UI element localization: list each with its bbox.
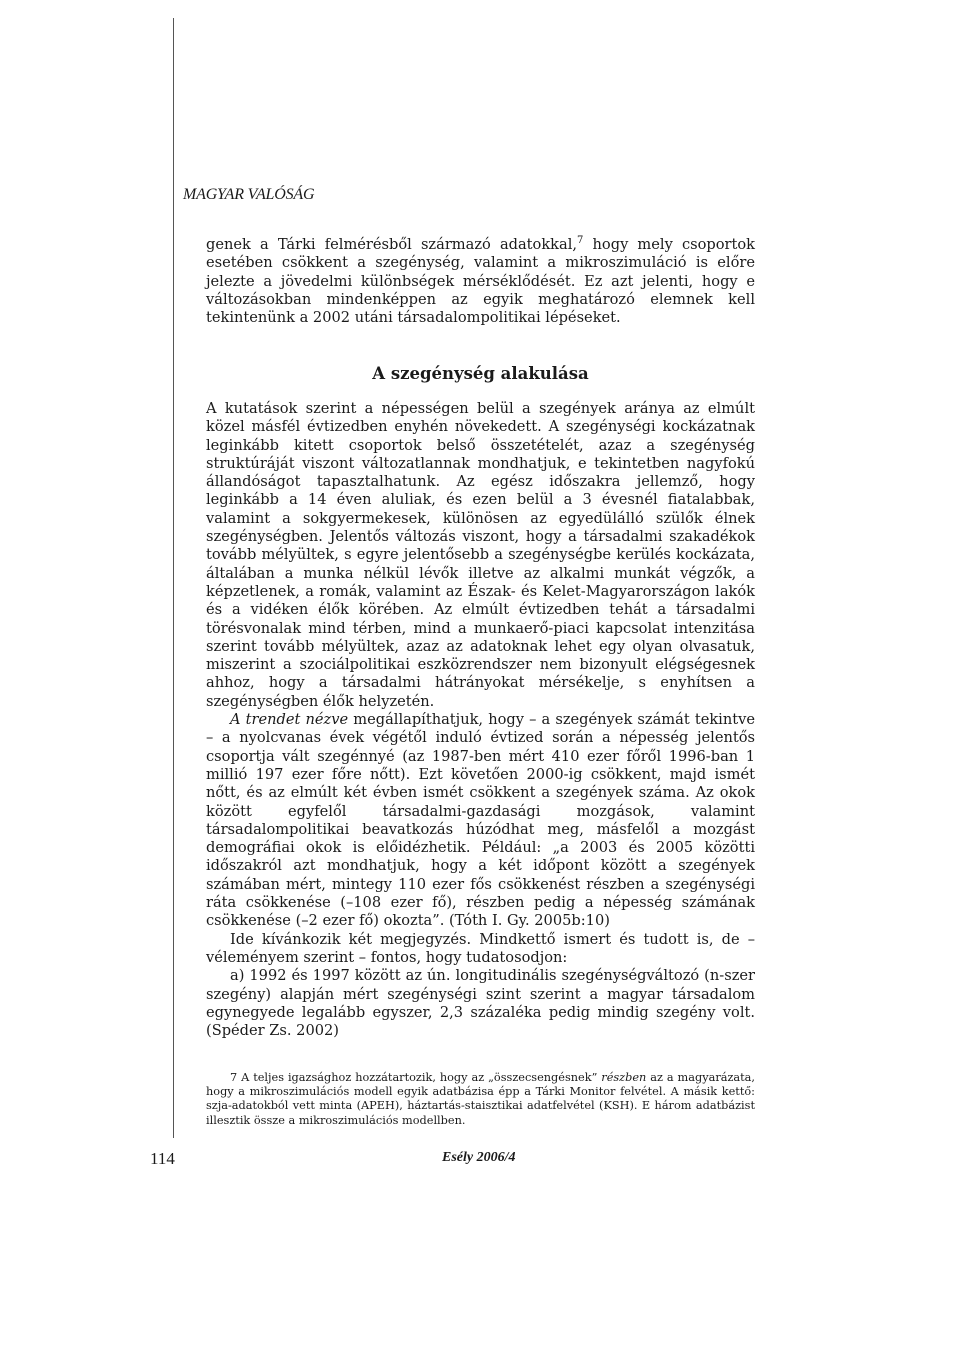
footnote bbox=[206, 1071, 755, 1128]
page-number: 114 bbox=[150, 1149, 175, 1168]
footnote-reference[interactable]: 7 bbox=[577, 235, 584, 247]
journal-title: Esély 2006/4 bbox=[442, 1150, 516, 1165]
paragraph-3: Ide kívánkozik két megjegyzés. Mindkettő ismert és tudott is, de – véleményem szerint – fontos, hogy tudatosodjon: bbox=[206, 930, 755, 966]
footnote-text-end: az a magyarázata, hogy a mikroszimulációs modell egyik adatbázisa épp a Tárki Monitor felvétel. A másik kettő: szja-adatokból vett minta (APEH), háztartás-staisztikai adatfelvétel (KSH). E három adatbázist illesztik össze a mikroszimulációs modellben. bbox=[206, 1071, 756, 1127]
paragraph-4: a) 1992 és 1997 között az ún. longitudinális szegénységváltozó (n-szer szegény) alapján mért szegénységi szint szerint a magyar társadalom egynegyede legalább egyszer, 2,3 százaléka pedig mindig szegény volt. (Spéder Zs. 2002) bbox=[206, 967, 755, 1040]
running-head: MAGYAR VALÓSÁG bbox=[183, 186, 315, 203]
footnote-italic: részben bbox=[601, 1071, 647, 1084]
paragraph-1: A kutatások szerint a népességen belül a szegények aránya az elmúlt közel másfél évtizedben enyhén növekedett. A szegénységi kockázatnak leginkább kitett csoportok belső összetételét, azaz a szegénység struktúráját viszont változatlannak mondhatjuk, e tekintetben nagyfokú állandóságot tapasztalhatunk. Az egész időszakra jellemző, hogy leginkább a 14 éven aluliak, és ezen belül a 3 évesnél fiatalabbak, valamint a sokgyermekesek, különösen az egyedülálló szülők élnek szegénységben. Jelentős változás viszont, hogy a társadalmi szakadékok tovább mélyültek, s egyre jelentősebb a szegénységbe kerülés kockázata, általában a munka nélkül lévők illetve az alkalmi munkát végzők, a képzetlenek, a romák, valamint az Észak- és Kelet-Magyarországon lakók és a vidéken élők körében. Az elmúlt évtizedben tehát a társadalmi törésvonalak mind térben, mind a munkaerő-piaci kapcsolat intenzitása szerint tovább mélyültek, azaz az adatoknak lehet egy olyan olvasatuk, miszerint a szociálpolitikai eszközrendszer nem bizonyult elégségesnek ahhoz, hogy a társadalmi hátrányokat mérsékelje, s enyhítsen a szegénységben élők helyzetén. bbox=[206, 400, 755, 710]
margin-rule bbox=[173, 18, 174, 1138]
intro-text-end: hogy mely csoportok esetében csökkent a szegénység, valamint a mikroszimuláció is előre jelezte a jövedelmi különbségek mérséklődését. Ez azt jelenti, hogy e változásokban mindenképpen az egyik meghatározó elemnek kell tekintenünk a 2002 utáni társadalompolitikai lépéseket. bbox=[206, 236, 755, 327]
footnote-number: 7 bbox=[230, 1071, 238, 1084]
paragraph-2-italic: A trendet nézve bbox=[230, 711, 349, 729]
section-body bbox=[206, 400, 755, 1040]
paragraph-2-text: megállapíthatjuk, hogy – a szegények számát tekintve – a nyolcvanas évek végétől induló évtized során a népesség jelentős csoportja vált szegénnyé (az 1987-ben mért 410 ezer főről 1996-ban 1 millió 197 ezer főre nőtt). Ezt követően 2000-ig csökkent, majd ismét nőtt, és az elmúlt két évben ismét csökkent a szegények száma. Az okok között egyfelől társadalmi-gazdasági mozgások, valamint társadalompolitikai beavatkozás húzódhat meg, másfelől a mozgást demográfiai okok is előidézhetik. Például: „a 2003 és 2005 közötti időszakról azt mondhatjuk, hogy a két időpont között a szegények számában mért, mintegy 110 ezer fős csökkenést részben a szegénységi ráta csökkenése (–108 ezer fő), részben pedig a népesség számának csökkenése (–2 ezer fő) okozta”. (Tóth I. Gy. 2005b:10) bbox=[206, 711, 755, 930]
paragraph-2 bbox=[206, 711, 755, 931]
intro-paragraph bbox=[206, 236, 755, 327]
intro-text-start: genek a Tárki felmérésből származó adatokkal, bbox=[206, 236, 578, 253]
section-heading: A szegénység alakulása bbox=[372, 364, 589, 383]
footnote-text-start: A teljes igazsághoz hozzátartozik, hogy az „összecsengésnek” bbox=[237, 1071, 598, 1084]
